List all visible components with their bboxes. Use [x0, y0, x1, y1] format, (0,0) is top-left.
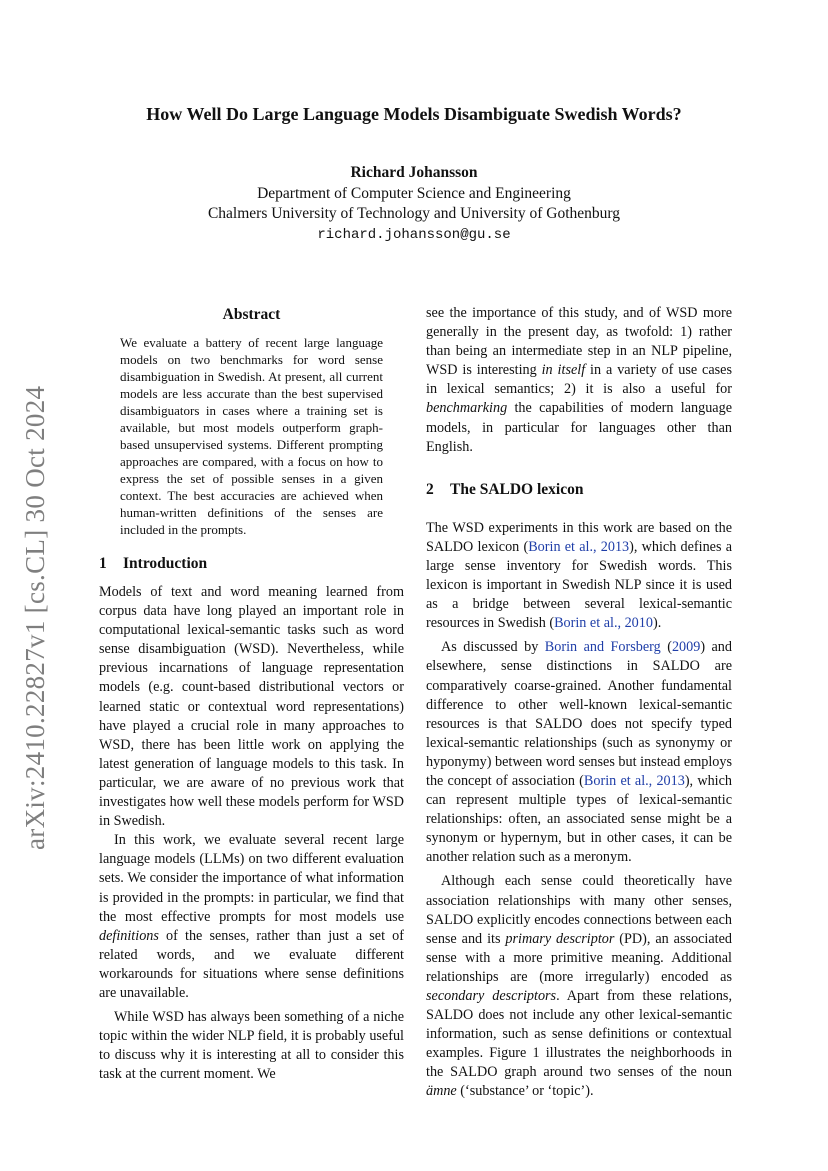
section-number: 1 — [99, 555, 107, 572]
text-run: As discussed by — [441, 639, 545, 656]
intro-paragraph-2 — [99, 831, 404, 1003]
text-run: ), which defines a large sense inventory for Swedish words. This lexicon is important in Swedish NLP since it is used as a bridge between several lexical-semantic resources in Swedish ( — [426, 538, 733, 632]
text-run: of the senses, rather than just a set of related words, and we evaluate different workarounds for situations where sense definitions are unavailable. — [99, 927, 404, 1001]
text-run: the capabilities of modern language models, in particular for languages other than English. — [426, 400, 732, 455]
emphasis-text: in itself — [541, 362, 586, 379]
emphasis-text: definitions — [99, 927, 159, 944]
text-run: ), which can represent multiple types of lexical-semantic relationships: often, an associated sense might be a synonym or hypernym, but in other cases, it can be another relation such as a meronym. — [426, 772, 732, 866]
text-run: ( — [660, 639, 672, 656]
section-title-text: Introduction — [123, 555, 208, 572]
emphasis-text: primary descriptor — [505, 930, 615, 947]
citation-link[interactable]: Borin and Forsberg — [544, 639, 661, 656]
arxiv-identifier: arXiv:2410.22827v1 [cs.CL] 30 Oct 2024 — [20, 385, 50, 850]
intro-paragraph-3: While WSD has always been something of a niche topic within the wider NLP field, it is probably useful to discuss why it is interesting at all to consider this task at the current moment. We — [99, 1009, 404, 1083]
text-run: . Apart from these relations, SALDO does not include any other lexical-semantic information, such as sense definitions or contextual examples. Figure 1 illustrates the neighborhoods in the SALDO graph around two senses of the noun — [426, 988, 733, 1081]
text-run: ). — [652, 615, 662, 632]
emphasis-text: benchmarking — [426, 400, 508, 417]
text-run: The WSD experiments in this work are based on the SALDO lexicon ( — [426, 519, 732, 555]
text-run: Although each sense could theoretically have association relationships with many other senses, SALDO explicitly encodes connections between each sense and its — [426, 873, 732, 947]
text-run: In this work, we evaluate several recent large language models (LLMs) on two different evaluation sets. We consider the importance of what information is provided in the prompts: in particular, we find that the most effective prompts for most models use — [99, 832, 404, 925]
text-run: (PD), an associated sense with a more primitive meaning. Additional relationships are (more irregularly) encoded as — [426, 930, 732, 985]
paper-title: How Well Do Large Language Models Disambiguate Swedish Words? — [146, 104, 682, 124]
text-run: in a variety of use cases in lexical semantics; 2) it is also a useful for — [426, 362, 732, 398]
author-block — [0, 163, 828, 245]
abstract-heading: Abstract — [222, 306, 281, 323]
text-run: (‘substance’ or ‘topic’). — [456, 1083, 594, 1100]
text-run: ) and elsewhere, sense distinctions in SALDO are comparatively coarse-grained. Another fundamental difference to other well-known lexical-semantic resources is that SALDO does not specify typed lexical-semantic relationships (such as synonymy or hyponymy) between word senses but instead employs the concept of association ( — [426, 639, 732, 789]
text-run: see the importance of this study, and of WSD more generally in the present day, as twofold: 1) rather than being an intermediate step in an NLP pipeline, WSD is interesting — [426, 305, 732, 379]
section-number: 2 — [426, 480, 434, 498]
section-heading-saldo — [426, 481, 732, 499]
emphasis-text: secondary descriptors — [426, 988, 557, 1004]
emphasis-text: ämne — [426, 1083, 457, 1100]
author-affiliation-department: Department of Computer Science and Engineering — [257, 184, 571, 202]
citation-link[interactable]: Borin et al., 2013 — [583, 772, 685, 789]
intro-paragraph-1: Models of text and word meaning learned from corpus data have long played an important role in computational lexical-semantic tasks such as word sense disambiguation (WSD). Nevertheless, while previous incarnations of language representation models (e.g. count-based distributional vectors or learned static or contextual word representations) have played a crucial role in many approaches to WSD, there has been little work on applying the latest generation of language models to this task. In particular, we are aware of no previous work that investigates how well these models perform for WSD in Swedish. — [99, 584, 404, 830]
saldo-paragraph-2 — [426, 638, 732, 867]
citation-link[interactable]: Borin et al., 2013 — [528, 538, 630, 555]
saldo-paragraph-3 — [426, 872, 732, 1101]
saldo-paragraph-1 — [426, 519, 732, 634]
section-title-text: The SALDO lexicon — [450, 480, 584, 498]
abstract-text: We evaluate a battery of recent large language models on two benchmarks for word sense disambiguation in Swedish. At present, all current models are less accurate than the best supervised disambiguators in cases where a training set is available, but most models outperform graph-based unsupervised systems. Different prompting approaches are compared, with a focus on how to express the set of possible senses in a given context. The best accuracies are achieved when human-written definitions of the senses are included in the prompts. — [120, 335, 383, 537]
author-affiliation-university: Chalmers University of Technology and University of Gothenburg — [207, 205, 621, 222]
left-column — [99, 306, 404, 1084]
citation-link[interactable]: 2009 — [671, 639, 701, 656]
author-name: Richard Johansson — [350, 164, 478, 181]
citation-link[interactable]: Borin et al., 2010 — [554, 615, 653, 632]
intro-paragraph-3-continued — [426, 304, 732, 457]
right-column — [426, 304, 732, 1102]
author-email: richard.johansson@gu.se — [317, 226, 511, 243]
section-heading-introduction — [99, 555, 404, 573]
